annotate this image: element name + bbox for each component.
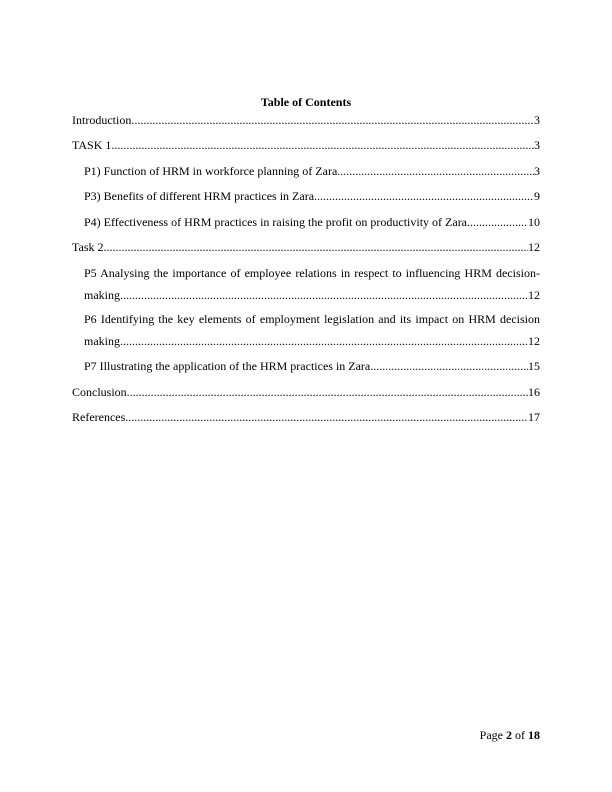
toc-entry-task-2[interactable] (72, 239, 540, 255)
toc-entry-label: Introduction (72, 113, 132, 127)
toc-title: Table of Contents (260, 95, 352, 109)
toc-entry-label: Conclusion (72, 385, 127, 399)
toc-entry-introduction[interactable] (72, 112, 540, 128)
toc-entry-label-line-2: making (84, 334, 120, 348)
toc-entry-label-line-2: making (84, 288, 120, 302)
toc-entry-page: 12 (528, 240, 540, 254)
toc-entry-p4[interactable] (84, 214, 540, 230)
toc-entry-p6[interactable] (84, 311, 540, 349)
toc-entry-conclusion[interactable] (72, 384, 540, 400)
toc-entry-page: 12 (528, 334, 540, 348)
toc-entry-page: 15 (528, 359, 540, 373)
toc-entry-page: 17 (528, 410, 540, 424)
toc-leader-dots (314, 188, 534, 204)
toc-entry-label-line-1: P6 Identifying the key elements of employment legislation and its impact on HRM decision (84, 312, 540, 326)
toc-entry-page: 12 (528, 288, 540, 302)
toc-entry-page: 9 (534, 189, 540, 203)
toc-entry-label: References (72, 410, 126, 424)
toc-entry-label: P7 Illustrating the application of the HRM practices in Zara (84, 359, 371, 373)
toc-entry-references[interactable] (72, 409, 540, 425)
toc-leader-dots (104, 239, 529, 255)
toc-entry-page: 3 (534, 113, 540, 127)
toc-leader-dots (127, 384, 528, 400)
of-word: of (515, 728, 525, 742)
toc-leader-dots (337, 163, 534, 179)
toc-leader-dots (370, 358, 528, 374)
toc-entry-page: 10 (528, 215, 540, 229)
toc-entry-label: P1) Function of HRM in workforce planning of Zara (84, 164, 338, 178)
toc-entry-page: 3 (534, 138, 540, 152)
toc-entry-p7[interactable] (84, 358, 540, 374)
current-page-number: 2 (506, 728, 512, 742)
toc-leader-dots (111, 137, 534, 153)
toc-entry-label: P3) Benefits of different HRM practices in Zara (84, 189, 315, 203)
toc-leader-dots (467, 214, 528, 230)
toc-leader-dots (131, 112, 534, 128)
toc-leader-dots (120, 333, 528, 349)
toc-leader-dots (125, 409, 528, 425)
page-number-footer (480, 728, 540, 743)
toc-leader-dots (120, 287, 528, 303)
total-page-count: 18 (528, 728, 540, 742)
toc-entry-task-1[interactable] (72, 137, 540, 153)
toc-entry-p1[interactable] (84, 163, 540, 179)
toc-entry-label-line-1: P5 Analysing the importance of employee relations in respect to influencing HRM decision- (84, 266, 540, 280)
toc-entry-label: TASK 1 (72, 138, 112, 152)
toc-entry-page: 3 (534, 164, 540, 178)
toc-entry-p3[interactable] (84, 188, 540, 204)
toc-entry-p5[interactable] (84, 265, 540, 303)
toc-entry-label: P4) Effectiveness of HRM practices in raising the profit on productivity of Zara (84, 215, 468, 229)
toc-entry-page: 16 (528, 385, 540, 399)
page-word: Page (479, 728, 503, 742)
toc-entry-label: Task 2 (72, 240, 104, 254)
